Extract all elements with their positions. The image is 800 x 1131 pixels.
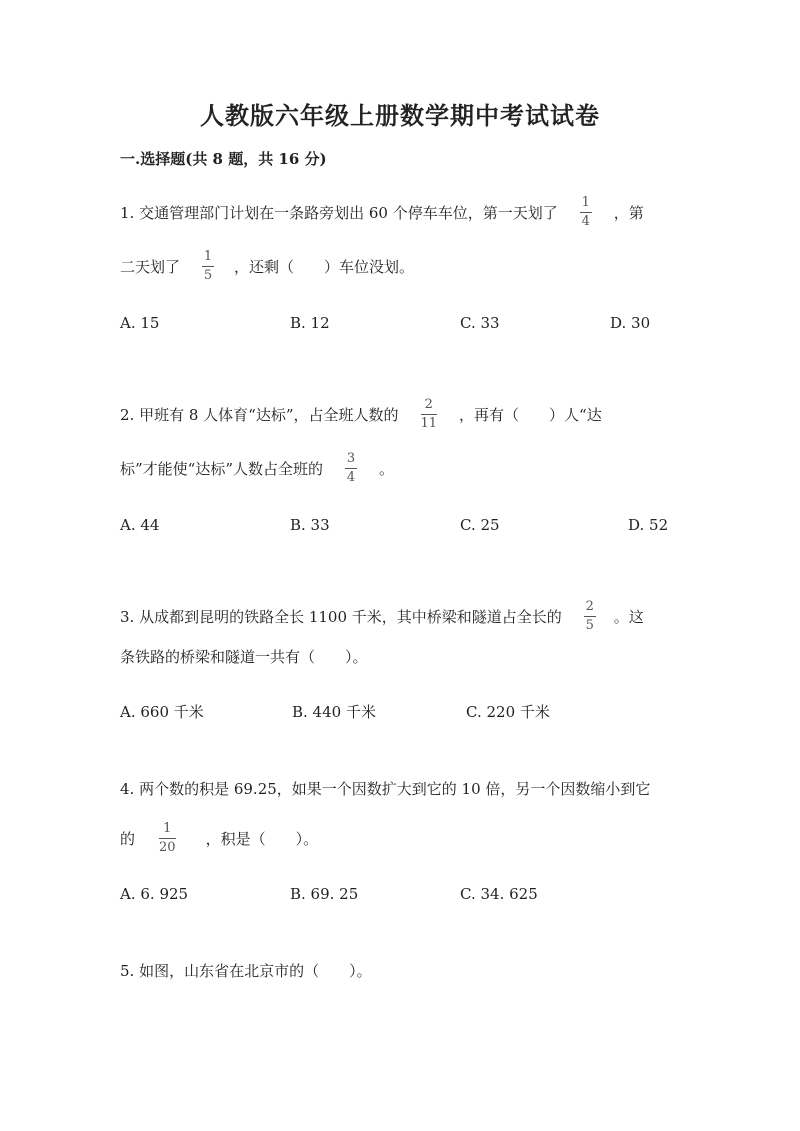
option-b[interactable]: B. 12 (290, 314, 330, 332)
question-3-text: 条铁路的桥梁和隧道一共有（ ）。 (120, 647, 368, 666)
question-5-text: 5. 如图，山东省在北京市的（ ）。 (120, 961, 372, 980)
option-a[interactable]: A. 15 (120, 314, 160, 332)
question-2-line-2 (120, 448, 394, 488)
question-1-text: ，还剩（ ）车位没划。 (234, 257, 415, 276)
question-2-line-1 (120, 394, 602, 434)
option-d[interactable]: D. 52 (628, 516, 669, 534)
option-c[interactable]: C. 25 (460, 516, 500, 534)
question-2-text: 标”才能使“达标”人数占全班的 (120, 459, 324, 478)
question-2-text: 。 (379, 459, 395, 478)
question-3-line-2 (120, 636, 368, 676)
question-4-text: 的 (120, 829, 136, 848)
page-title: 人教版六年级上册数学期中考试试卷 (200, 101, 600, 130)
question-3-line-1 (120, 596, 644, 636)
question-2-text: ，再有（ ）人“达 (459, 405, 602, 424)
option-a[interactable]: A. 660 千米 (120, 703, 204, 721)
question-1-text: ，第 (613, 203, 644, 222)
question-1-line-1 (120, 192, 644, 232)
question-4-line-2 (120, 818, 318, 858)
fraction: $\frac{1}{5}$ (203, 248, 213, 283)
section-heading: 一.选择题(共 8 题，共 16 分) (120, 150, 327, 168)
fraction: $\frac{2}{11}$ (420, 396, 438, 431)
fraction: $\frac{1}{4}$ (581, 194, 590, 229)
option-c[interactable]: C. 34. 625 (460, 885, 538, 903)
question-4-text: ，积是（ ）。 (205, 829, 319, 848)
option-c[interactable]: C. 220 千米 (466, 703, 550, 721)
option-a[interactable]: A. 6. 925 (120, 885, 189, 903)
question-4-line-1 (120, 768, 650, 808)
option-a[interactable]: A. 44 (120, 516, 160, 534)
option-c[interactable]: C. 33 (460, 314, 500, 332)
option-d[interactable]: D. 30 (610, 314, 651, 332)
fraction: $\frac{3}{4}$ (346, 450, 356, 485)
option-b[interactable]: B. 440 千米 (292, 703, 376, 721)
question-5-line-1 (120, 950, 372, 990)
question-4-text: 4. 两个数的积是 69.25，如果一个因数扩大到它的 10 倍，另一个因数缩小到它 (120, 779, 651, 798)
question-3-text: 。这 (613, 607, 644, 626)
option-b[interactable]: B. 69. 25 (290, 885, 359, 903)
question-1-line-2 (120, 246, 414, 286)
question-1-text: 二天划了 (120, 257, 181, 276)
question-2-text: 2. 甲班有 8 人体育“达标”，占全班人数的 (120, 405, 399, 424)
question-3-text: 3. 从成都到昆明的铁路全长 1100 千米，其中桥梁和隧道占全长的 (120, 607, 562, 626)
fraction: $\frac{2}{5}$ (585, 598, 594, 633)
question-1-text: 1. 交通管理部门计划在一条路旁划出 60 个停车车位，第一天划了 (120, 203, 558, 222)
fraction: $\frac{1}{20}$ (159, 820, 176, 855)
option-b[interactable]: B. 33 (290, 516, 330, 534)
